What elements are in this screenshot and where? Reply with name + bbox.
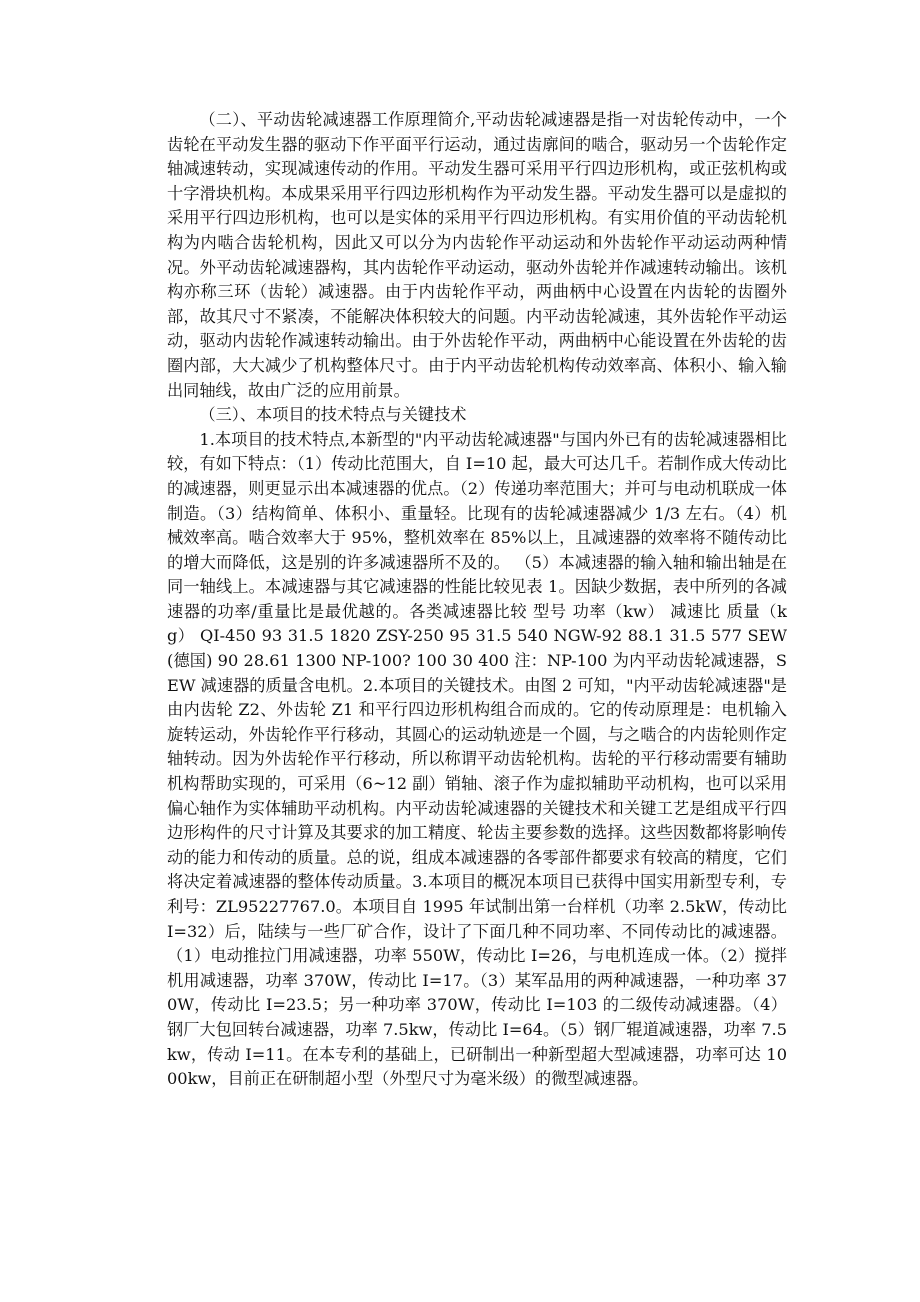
section-2-paragraph: （二）、平动齿轮减速器工作原理简介,平动齿轮减速器是指一对齿轮传动中，一个齿轮在平动发生器的驱动下作平面平行运动，通过齿廓间的啮合，驱动另一个齿轮作定轴减速转动，实现减速传动的作用。平动发生器可采用平行四边形机构，或正弦机构或十字滑块机构。本成果采用平行四边形机构作为平动发生器。平动发生器可以是虚拟的采用平行四边形机构，也可以是实体的采用平行四边形机构。有实用价值的平动齿轮机构为内啮合齿轮机构，因此又可以分为内齿轮作平动运动和外齿轮作平动运动两种情况。外平动齿轮减速器构，其内齿轮作平动运动，驱动外齿轮并作减速转动输出。该机构亦称三环（齿轮）减速器。由于内齿轮作平动，两曲柄中心设置在内齿轮的齿圈外部，故其尺寸不紧凑，不能解决体积较大的问题。内平动齿轮减速，其外齿轮作平动运动，驱动内齿轮作减速转动输出。由于外齿轮作平动，两曲柄中心能设置在外齿轮的齿圈内部，大大减少了机构整体尺寸。由于内平动齿轮机构传动效率高、体积小、输入输出同轴线，故由广泛的应用前景。 — [167, 110, 787, 400]
section-3-paragraph: 1.本项目的技术特点,本新型的"内平动齿轮减速器"与国内外已有的齿轮减速器相比较，有如下特点：（1）传动比范围大，自 I=10 起，最大可达几千。若制作成大传动比的减速器，则更显示出本减速器的优点。（2）传递功率范围大；并可与电动机联成一体制造。（3）结构简单、体积小、重量轻。比现有的齿轮减速器减少 1/3 左右。（4）机械效率高。啮合效率大于 95%，整机效率在 85%以上，且减速器的效率将不随传动比的增大而降低，这是别的许多减速器所不及的。 （5）本减速器的输入轴和输出轴是在同一轴线上。本减速器与其它减速器的性能比较见表 1。因缺少数据，表中所列的各减速器的功率/重量比是最优越的。各类减速器比较 型号 功率（kw） 减速比 质量（kg） QI-450 93 31.5 1820 ZSY-250 95 31.5 540 NGW-92 88.1 31.5 577 SEW(德国) 90 28.61 1300 NP-100? 100 30 400 注：NP-100 为内平动齿轮减速器，SEW 减速器的质量含电机。2.本项目的关键技术。由图 2 可知，"内平动齿轮减速器"是由内齿轮 Z2、外齿轮 Z1 和平行四边形机构组合而成的。它的传动原理是：电机输入旋转运动，外齿轮作平行移动，其圆心的运动轨迹是一个圆，与之啮合的内齿轮则作定轴转动。因为外齿轮作平行移动，所以称谓平动齿轮机构。齿轮的平行移动需要有辅助机构帮助实现的，可采用（6~12 副）销轴、滚子作为虚拟辅助平动机构，也可以采用偏心轴作为实体辅助平动机构。内平动齿轮减速器的关键技术和关键工艺是组成平行四边形构件的尺寸计算及其要求的加工精度、轮齿主要参数的选择。这些因数都将影响传动的能力和传动的质量。总的说，组成本减速器的各零部件都要求有较高的精度，它们将决定着减速器的整体传动质量。3.本项目的概况本项目已获得中国实用新型专利，专利号：ZL95227767.0。本项目自 1995 年试制出第一台样机（功率 2.5kW，传动比 I=32）后，陆续与一些厂矿合作，设计了下面几种不同功率、不同传动比的减速器。（1）电动推拉门用减速器，功率 550W，传动比 I=26，与电机连成一体。（2）搅拌机用减速器，功率 370W，传动比 I=17。（3）某军品用的两种减速器，一种功率 370W，传动比 I=23.5；另一种功率 370W，传动比 I=103 的二级传动减速器。（4）钢厂大包回转台减速器，功率 7.5kw，传动比 I=64。（5）钢厂辊道减速器，功率 7.5kw，传动 I=11。在本专利的基础上，已研制出一种新型超大型减速器，功率可达 1000kw，目前正在研制超小型（外型尺寸为毫米级）的微型减速器。 — [167, 429, 787, 1089]
document-page — [167, 108, 787, 1092]
section-3-heading: （三）、本项目的技术特点与关键技术 — [199, 405, 467, 425]
